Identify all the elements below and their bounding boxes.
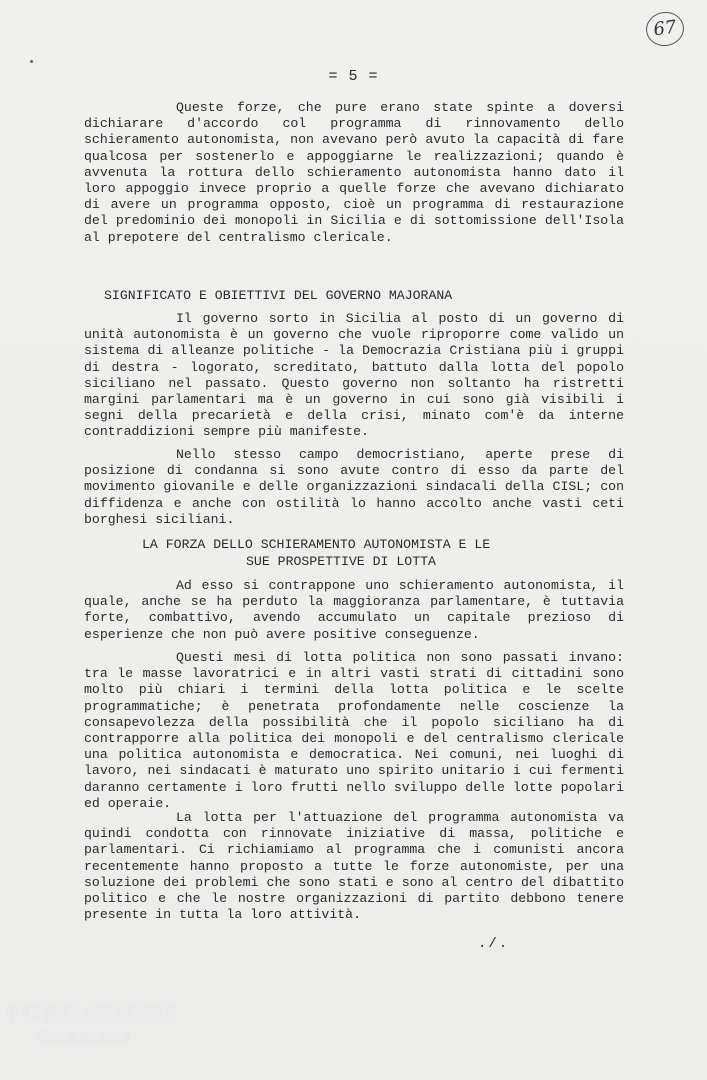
paragraph-6: La lotta per l'attuazione del programma autonomista va quindi condotta con rinnovate iniziative di massa, politiche e parlamentari. Ci richiamiamo al programma che i comunisti ancora recentemente hanno proposto a tutte le forze autonomiste, per una soluzione dei problemi che sono stati e sono al centro del dibattito politico e che le nostre organizzazioni di partito debbono tenere presente in tutta la loro attività. <box>84 810 624 923</box>
paragraph-4: Ad esso si contrappone uno schieramento autonomista, il quale, anche se ha perduto la maggioranza parlamentare, è tuttavia forte, combattivo, avendo accumulato un capitale prezioso di esperienze che non può avere positive conseguenze. <box>84 578 624 642</box>
archive-watermark <box>6 1003 180 1051</box>
paragraph-2: Il governo sorto in Sicilia al posto di un governo di unità autonomista è un governo che vuole riproporre come valido un sistema di alleanze politiche - la Democrazia Cristiana più i gruppi di destra - logorato, screditato, battuto dalla lotta del popolo siciliano nel passato. Questo governo non soltanto ha ristretti margini parlamentari ma è un governo in cui sono già visibili i segni della precarietà e della crisi, minato com'è da interne contraddizioni sempre più manifeste. <box>84 311 624 440</box>
watermark-line-1: FONDAZIONE <box>6 1002 180 1027</box>
page-number: = 5 = <box>328 68 379 85</box>
section-heading-2-line-1: LA FORZA DELLO SCHIERAMENTO AUTONOMISTA E LE <box>142 537 491 552</box>
paragraph-1: Queste forze, che pure erano state spinte a doversi dichiarare d'accordo col programma di rinnovamento dello schieramento autonomista, non avevano però avuto la capacità di fare qualcosa per sostenerlo e appoggiarne le realizzazioni; quando è avvenuta la rottura dello schieramento autonomista hanno dato il loro appoggio invece proprio a quelle forze che avevano dichiarato di avere un programma opposto, cioè un programma di restaurazione del predominio dei monopoli in Sicilia e di sottomissione dell'Isola al prepotere del centralismo clericale. <box>84 100 624 245</box>
paragraph-3: Nello stesso campo democristiano, aperte prese di posizione di condanna si sono avute contro di esso da parte del movimento giovanile e delle organizzazioni sindacali della CISL; con diffidenza e anche con ostilità lo hanno accolto anche vasti ceti borghesi siciliani. <box>84 447 624 527</box>
section-heading-1: SIGNIFICATO E OBIETTIVI DEL GOVERNO MAJORANA <box>104 288 453 303</box>
folio-number: 67 <box>644 10 686 49</box>
ink-dot <box>30 60 33 63</box>
paragraph-5: Questi mesi di lotta politica non sono passati invano: tra le masse lavoratrici e in altri vasti strati di cittadini sono molto più chiari i termini della lotta politica e le scelte programmatiche; è penetrata profondamente nelle coscienze la consapevolezza della possibilità che il popolo siciliano ha di contrapporre alla politica dei monopoli e del centralismo clericale una politica autonomista e democratica. Nei comuni, nei luoghi di lavoro, nei sindacati è maturato uno spirito unitario i cui fermenti daranno certamente i loro frutti nello sviluppo delle lotte popolari ed operaie. <box>84 650 624 811</box>
end-mark: ./. <box>478 936 510 952</box>
watermark-line-2: GRAMSCI <box>36 1029 132 1049</box>
section-heading-2-line-2: SUE PROSPETTIVE DI LOTTA <box>246 554 436 569</box>
